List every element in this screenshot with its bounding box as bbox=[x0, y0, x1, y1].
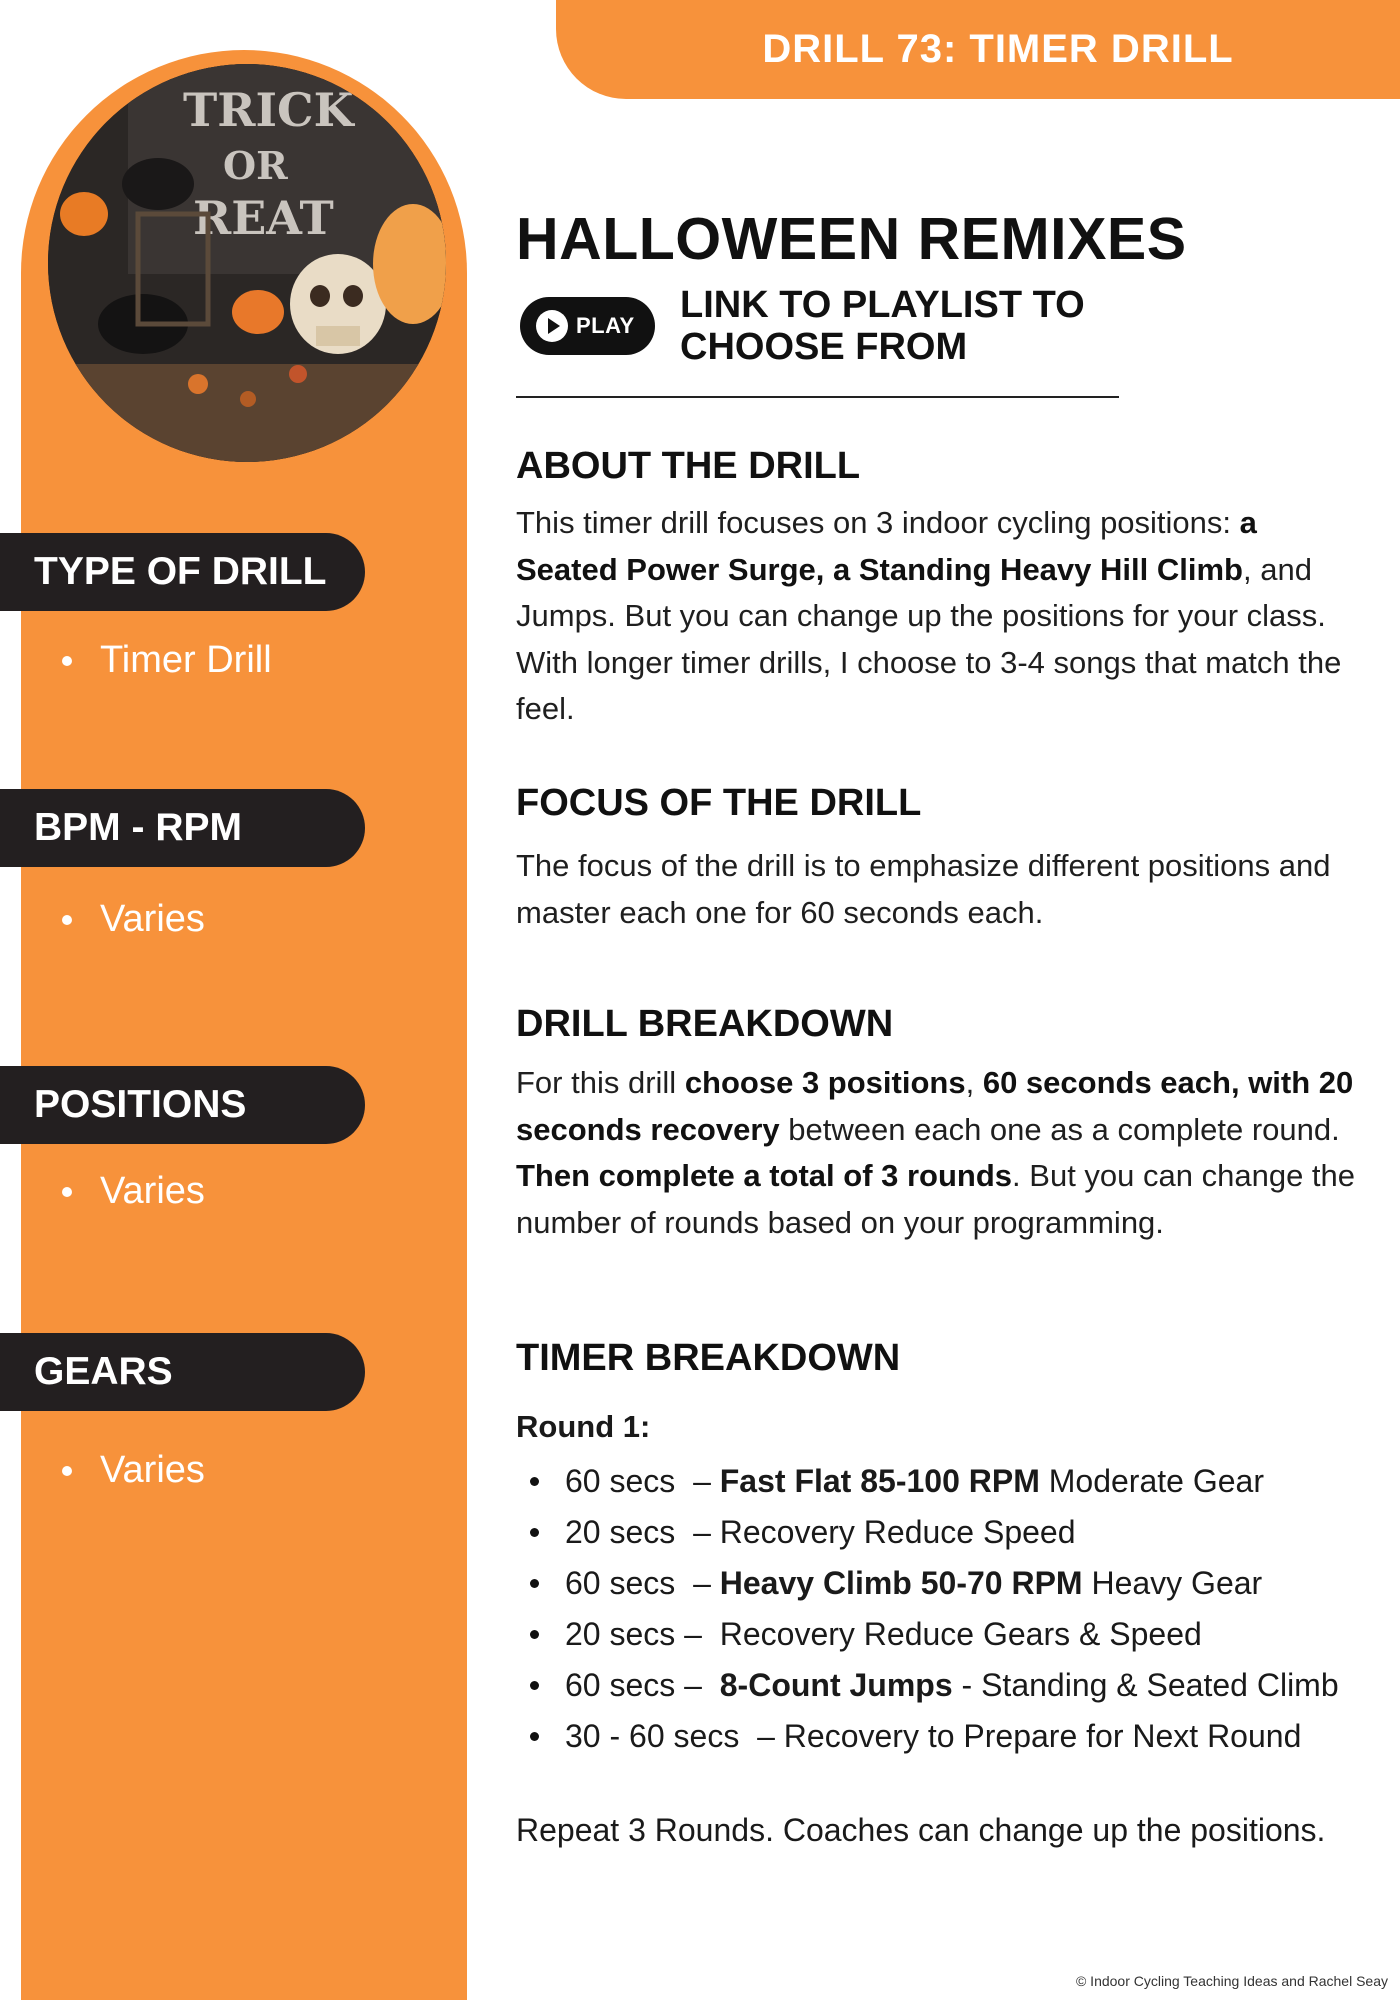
gears-value-text: Varies bbox=[100, 1449, 205, 1491]
drill-banner bbox=[556, 0, 1400, 99]
timer-row-bold: Heavy Climb 50-70 RPM bbox=[719, 1565, 1083, 1601]
halloween-photo-illustration bbox=[48, 64, 446, 462]
play-button[interactable] bbox=[520, 297, 655, 355]
bullet-icon bbox=[530, 1477, 539, 1486]
bullet-icon bbox=[62, 1466, 72, 1476]
timer-row-bold: 8-Count Jumps bbox=[719, 1667, 953, 1703]
timer-row-rest: Recovery Reduce Gears & Speed bbox=[719, 1616, 1202, 1652]
breakdown-text-bold: 60 seconds each, with 20 seconds recovery bbox=[516, 1065, 1354, 1147]
timer-row-bold: Fast Flat 85-100 RPM bbox=[719, 1463, 1040, 1499]
focus-text: The focus of the drill is to emphasize different positions and master each one for 60 seconds each. bbox=[516, 848, 1331, 930]
bullet-icon bbox=[530, 1630, 539, 1639]
bpm-rpm-value-text: Varies bbox=[100, 898, 205, 940]
type-of-drill-heading-text: TYPE OF DRILL bbox=[34, 550, 327, 593]
timer-row bbox=[530, 1456, 1339, 1507]
photo-sign-trick: TRICK bbox=[183, 83, 354, 137]
playlist-link-line2: CHOOSE FROM bbox=[680, 326, 968, 368]
bullet-icon bbox=[530, 1732, 539, 1741]
play-icon bbox=[536, 310, 568, 342]
page-title: HALLOWEEN REMIXES bbox=[516, 206, 1187, 272]
timer-list bbox=[530, 1456, 1339, 1762]
positions-heading-text: POSITIONS bbox=[34, 1083, 247, 1126]
type-of-drill-value-text: Timer Drill bbox=[100, 639, 272, 681]
breakdown-text-part: . But you can change the number of rounds based on your programming. bbox=[516, 1158, 1356, 1240]
timer-row bbox=[530, 1507, 1339, 1558]
about-text-part: This timer drill focuses on 3 indoor cycling positions: bbox=[516, 505, 1240, 540]
bullet-icon bbox=[530, 1528, 539, 1537]
round-label: Round 1: bbox=[516, 1409, 651, 1444]
about-text-part: , and Jumps. But you can change up the positions for your class. With longer timer drills, I choose to 3-4 songs that match the feel. bbox=[516, 551, 1342, 726]
type-of-drill-value bbox=[62, 639, 272, 682]
timer-row bbox=[530, 1711, 1339, 1762]
bpm-rpm-value bbox=[62, 898, 205, 941]
about-heading: ABOUT THE DRILL bbox=[516, 445, 861, 487]
timer-row-rest: Heavy Gear bbox=[1082, 1565, 1263, 1601]
timer-row bbox=[530, 1609, 1339, 1660]
timer-heading: TIMER BREAKDOWN bbox=[516, 1337, 901, 1379]
timer-row bbox=[530, 1558, 1339, 1609]
copyright: © Indoor Cycling Teaching Ideas and Rachel Seay bbox=[1075, 1973, 1388, 1989]
photo-sign-or: OR bbox=[223, 143, 288, 188]
bullet-icon bbox=[530, 1681, 539, 1690]
positions-value-text: Varies bbox=[100, 1170, 205, 1212]
drill-banner-title: DRILL 73: TIMER DRILL bbox=[762, 27, 1234, 71]
timer-row-time: 60 secs – bbox=[565, 1565, 720, 1601]
positions-value bbox=[62, 1170, 205, 1213]
type-of-drill-heading bbox=[0, 533, 365, 611]
breakdown-text bbox=[516, 1060, 1356, 1246]
timer-row bbox=[530, 1660, 1339, 1711]
breakdown-text-part: , bbox=[965, 1065, 983, 1100]
bullet-icon bbox=[62, 915, 72, 925]
timer-row-rest: - Standing & Seated Climb bbox=[952, 1667, 1339, 1703]
timer-row-time: 60 secs – bbox=[565, 1463, 720, 1499]
bullet-icon bbox=[530, 1579, 539, 1588]
repeat-note: Repeat 3 Rounds. Coaches can change up the positions. bbox=[516, 1812, 1326, 1848]
bpm-rpm-heading-text: BPM - RPM bbox=[34, 806, 242, 849]
timer-row-rest: Recovery to Prepare for Next Round bbox=[783, 1718, 1302, 1754]
timer-row-time: 30 - 60 secs – bbox=[565, 1718, 784, 1754]
positions-heading bbox=[0, 1066, 365, 1144]
about-text bbox=[516, 500, 1356, 733]
bullet-icon bbox=[62, 656, 72, 666]
bpm-rpm-heading bbox=[0, 789, 365, 867]
divider bbox=[516, 396, 1119, 398]
breakdown-text-bold: choose 3 positions bbox=[684, 1065, 966, 1100]
halloween-photo bbox=[48, 64, 446, 462]
photo-sign-treat: REAT bbox=[193, 191, 334, 245]
breakdown-text-part: For this drill bbox=[516, 1065, 685, 1100]
about-text-bold: a Seated Power Surge, a Standing Heavy Hill Climb bbox=[516, 505, 1257, 587]
timer-row-time: 20 secs – bbox=[565, 1514, 720, 1550]
focus-heading: FOCUS OF THE DRILL bbox=[516, 782, 922, 824]
play-button-label: PLAY bbox=[576, 313, 635, 338]
playlist-link[interactable] bbox=[680, 284, 1180, 368]
timer-row-rest: Moderate Gear bbox=[1039, 1463, 1264, 1499]
gears-heading bbox=[0, 1333, 365, 1411]
bullet-icon bbox=[62, 1187, 72, 1197]
breakdown-heading: DRILL BREAKDOWN bbox=[516, 1003, 894, 1045]
timer-row-time: 20 secs – bbox=[565, 1616, 720, 1652]
playlist-link-line1: LINK TO PLAYLIST TO bbox=[680, 284, 1085, 326]
gears-heading-text: GEARS bbox=[34, 1350, 173, 1393]
breakdown-text-bold: Then complete a total of 3 rounds bbox=[516, 1158, 1013, 1193]
timer-row-time: 60 secs – bbox=[565, 1667, 720, 1703]
timer-row-rest: Recovery Reduce Speed bbox=[719, 1514, 1076, 1550]
gears-value bbox=[62, 1449, 205, 1492]
breakdown-text-part: between each one as a complete round. bbox=[779, 1111, 1340, 1147]
